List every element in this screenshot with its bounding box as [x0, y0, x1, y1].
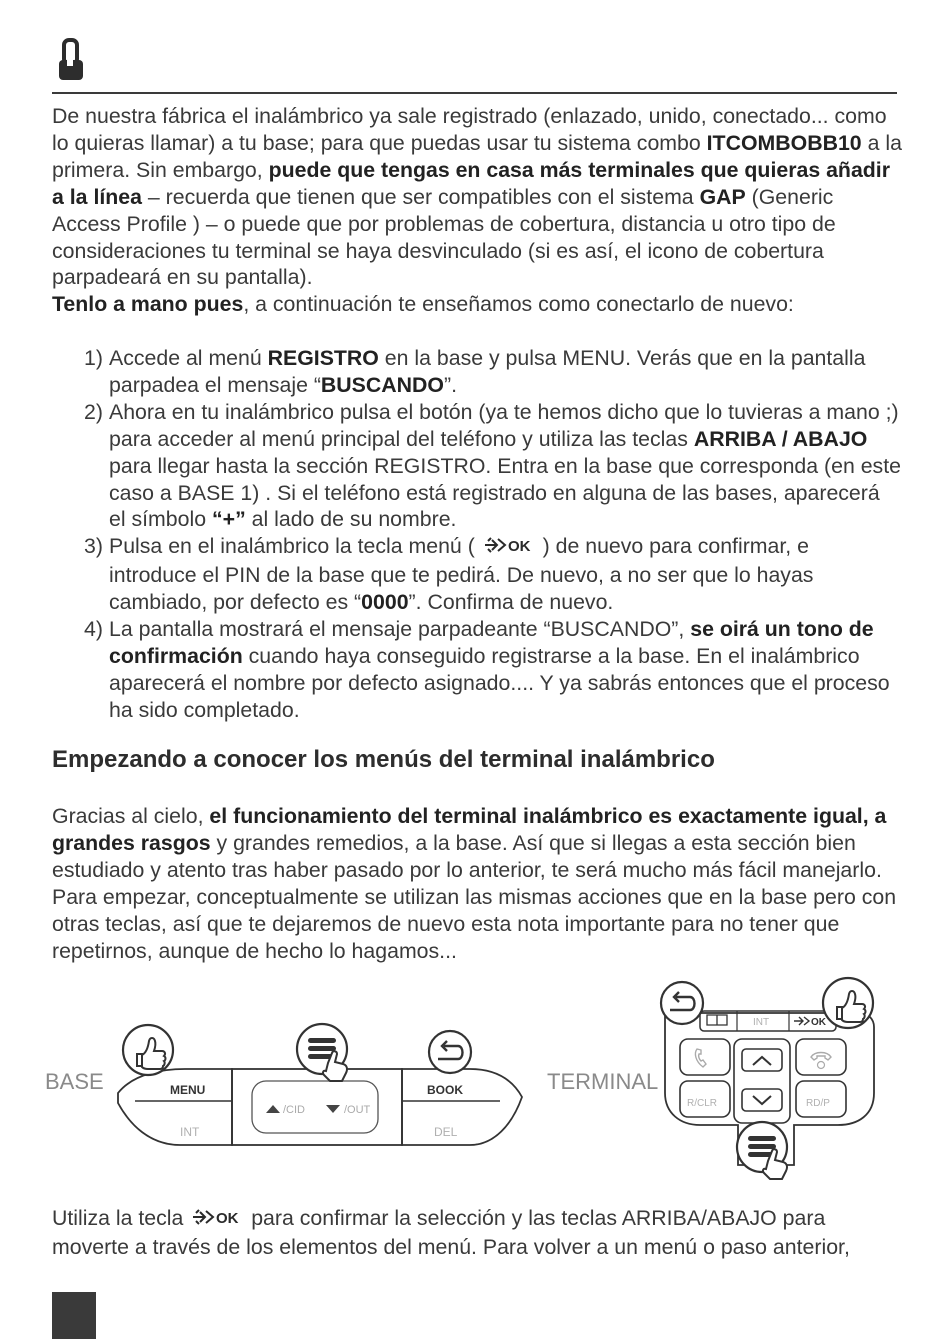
- emphasis-text: se oirá un tono de confirmación: [109, 617, 874, 668]
- step-text: Ahora en tu inalámbrico pulsa el botón (ya te hemos dicho que lo tuvieras a mano ;) para acceder al menú principal del teléfono y utiliza las teclas ARRIBA / ABAJO para llegar hasta la sección REGISTRO. Entra en la base que corresponda (en este caso a BASE 1) . Si el teléfono está registrado en alguna de las bases, aparecerá el símbolo “+” al lado de su nombre.: [109, 399, 901, 532]
- terminal-int-key[interactable]: INT: [753, 1017, 770, 1028]
- step-item: [52, 616, 902, 724]
- step-text: Pulsa en el inalámbrico la tecla menú ( OK ) de nuevo para confirmar, e introduce el PIN de la base que te pedirá. De nuevo, a no ser que lo hayas cambiado, por defecto es “0000”. Confirma de nuevo.: [109, 534, 814, 615]
- out-key[interactable]: /OUT: [344, 1104, 371, 1116]
- phonebook-icon[interactable]: [707, 1015, 727, 1025]
- down-arrow-icon[interactable]: [326, 1105, 340, 1113]
- steps-list: [52, 345, 902, 724]
- up-arrow-icon[interactable]: [753, 1057, 771, 1065]
- header-rule: [52, 92, 897, 94]
- menu-press-icon: [297, 1024, 347, 1081]
- step-number: 2): [84, 399, 103, 424]
- ok-arrow-icon[interactable]: [794, 1017, 809, 1025]
- emphasis-text: ARRIBA / ABAJO: [693, 426, 868, 451]
- ok-key-label: OK: [507, 538, 531, 556]
- intro-paragraph-2: Tenlo a mano pues, a continuación te enseñamos como conectarlo de nuevo:: [52, 292, 794, 317]
- cordless-handset-icon: [55, 38, 87, 82]
- ok-key-label: OK: [216, 1210, 239, 1227]
- section-paragraph: Gracias al cielo, el funcionamiento del terminal inalámbrico es exactamente igual, a grandes rasgos y grandes remedios, a la base. Así que si llegas a esta sección bien estudiado y atento tras haber pasado por lo anterior, te será mucho más fácil manejarlo. Para empezar, conceptualmente se utilizan las mismas acciones que en la base pero con otras teclas, así que te dejaremos de nuevo esta nota importante para no tener que repetirnos, aunque de hecho lo hagamos...: [52, 804, 897, 963]
- menu-key[interactable]: MENU: [170, 1083, 206, 1097]
- step-text: La pantalla mostrará el mensaje parpadeante “BUSCANDO”, se oirá un tono de confirmación cuando haya conseguido registrarse a la base. En el inalámbrico aparecerá el nombre por defecto asignado.... Y ya sabrás entonces que el proceso ha sido completado.: [109, 617, 890, 722]
- emphasis-text: el funcionamiento del terminal inalámbrico es exactamente igual, a grandes rasgos: [52, 804, 887, 855]
- back-arrow-icon: [661, 982, 703, 1024]
- intro-block: [52, 103, 902, 318]
- terminal-label: TERMINAL: [547, 1069, 659, 1094]
- emphasis-text: puede que tengas en casa más terminales que quieras añadir a la línea: [52, 157, 891, 209]
- emphasis-text: GAP: [699, 184, 746, 209]
- step-number: 3): [84, 534, 103, 559]
- step-item: [52, 399, 902, 534]
- step-text: Accede al menú REGISTRO en la base y pulsa MENU. Verás que en la pantalla parpadea el mensaje “BUSCANDO”.: [109, 346, 866, 397]
- rdp-key[interactable]: RD/P: [806, 1098, 830, 1109]
- section-body: [52, 803, 902, 964]
- down-arrow-icon[interactable]: [753, 1096, 771, 1104]
- bottom-block: [52, 1205, 902, 1261]
- section-title: Empezando a conocer los menús del terminal inalámbrico: [52, 746, 715, 773]
- ok-key-icon: [483, 535, 535, 562]
- step-item: [52, 533, 902, 616]
- back-arrow-icon: [429, 1031, 471, 1073]
- thumbs-up-icon: [123, 1025, 173, 1075]
- thumbs-up-icon: [823, 978, 873, 1028]
- hangup-icon[interactable]: [811, 1053, 831, 1061]
- menu-press-icon: [737, 1122, 787, 1179]
- intro-paragraph: De nuestra fábrica el inalámbrico ya sale registrado (enlazado, unido, conectado... como lo quieras llamar) a tu base; para que puedas usar tu sistema combo ITCOMBOBB10 a la primera. Sin embargo, puede que tengas en casa más terminales que quieras añadir a la línea – recuerda que tienen que ser compatibles con el sistema GAP (Generic Access Profile ) – o puede que por problemas de cobertura, distancia u otro tipo de consideraciones tu terminal se haya desvinculado (si es así, el icono de cobertura parpadeará en su pantalla).: [52, 104, 902, 290]
- cid-key[interactable]: /CID: [283, 1104, 305, 1116]
- emphasis-text: REGISTRO: [267, 346, 379, 370]
- page-number-tab: [52, 1292, 96, 1339]
- base-key-panel: [118, 1069, 522, 1145]
- emphasis-text: BUSCANDO: [320, 372, 444, 397]
- emphasis-text: “+”: [211, 507, 246, 532]
- step-number: 1): [84, 346, 103, 370]
- call-icon[interactable]: [695, 1049, 706, 1067]
- int-key[interactable]: INT: [180, 1125, 200, 1139]
- emphasis-text: Tenlo a mano pues: [52, 292, 244, 317]
- up-arrow-icon[interactable]: [266, 1105, 280, 1113]
- keys-figure: [0, 975, 950, 1190]
- step-item: [52, 345, 902, 399]
- book-key[interactable]: BOOK: [427, 1083, 463, 1097]
- base-label: BASE: [45, 1069, 104, 1094]
- bottom-paragraph: Utiliza la tecla OK para confirmar la selección y las teclas ARRIBA/ABAJO para moverte a través de los elementos del menú. Para volver a un menú o paso anterior,: [52, 1206, 850, 1259]
- del-key[interactable]: DEL: [434, 1125, 458, 1139]
- step-number: 4): [84, 617, 103, 642]
- emphasis-text: 0000: [361, 590, 409, 615]
- ok-key-icon: [191, 1207, 243, 1234]
- rclr-key[interactable]: R/CLR: [687, 1098, 718, 1109]
- emphasis-text: ITCOMBOBB10: [706, 130, 862, 155]
- terminal-ok-key[interactable]: OK: [811, 1017, 826, 1028]
